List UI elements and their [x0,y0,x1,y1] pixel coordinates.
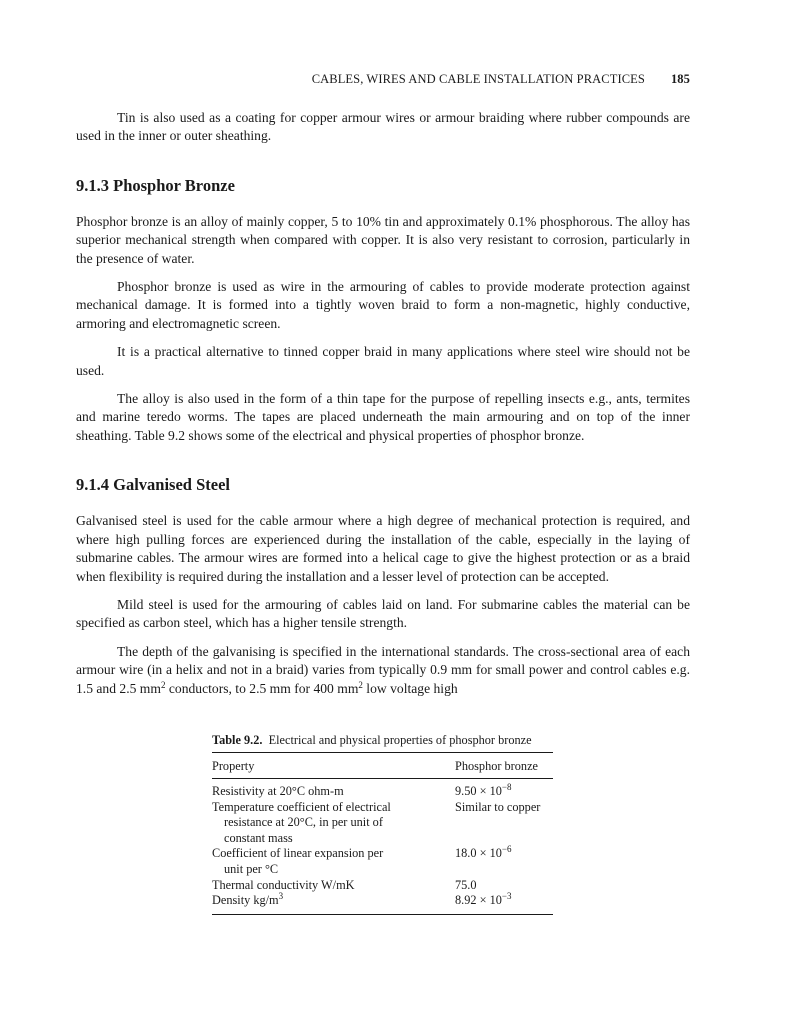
table-cell-value: $8.92 \times 10^{-3}$ [455,891,512,908]
paragraph: The alloy is also used in the form of a thin tape for the purpose of repelling insects e.g., ants, termites and marine teredo worms. The tapes are placed underneath the main armouring and on top of the inner sheathing. Table 9.2 shows some of the electrical and physical properties of phosphor bronze. [76,391,690,443]
intro-paragraph: Tin is also used as a coating for copper armour wires or armour braiding where rubber compounds are used in the inner or outer sheathing. [76,110,690,144]
table-caption-text: Electrical and physical properties of phosphor bronze [268,733,532,747]
column-header-property: Property [212,759,255,773]
table-bottom-rule [212,914,553,915]
table-row [212,800,553,847]
table-body [212,779,553,914]
table-cell-property: Coefficient of linear expansion per unit per °C [212,846,384,876]
paragraph-galvanising: The depth of the galvanising is specified in the international standards. The cross-sectional area of each armour wire (in a helix and not in a braid) varies from typically 0.9 mm for small power and control cables e.g. 1.5 and 2.5 $mm^2$ conductors, to 2.5 mm for 400 $mm^2$ low voltage high [76,643,690,696]
column-header-value: Phosphor bronze [455,759,538,773]
table-caption [212,732,553,748]
paragraph: Galvanised steel is used for the cable armour where a high degree of mechanical protection is required, and where high pulling forces are experienced during the installation of the cable, especially in the laying of submarine cables. The armour wires are formed into a helical cage to give the highest protection or as a braid when flexibility is required during the installation and a lesser level of protection can be accepted. [76,513,690,584]
table-row [212,893,553,909]
table-cell-property: Density $kg/m^3$ [212,891,284,908]
table-row [212,784,553,800]
table-cell-value: 75.0 [455,877,477,892]
page-number: 185 [670,72,690,86]
paragraph: Phosphor bronze is used as wire in the armouring of cables to provide moderate protection against mechanical damage. It is formed into a tightly woven braid to form a non-magnetic, highly conductive, armoring and electromagnetic screen. [76,279,690,331]
properties-table [212,732,553,915]
table-label: Table 9.2. [212,733,263,747]
table-cell-property: Resistivity at 20°C ohm-m [212,784,344,798]
running-header [76,70,690,88]
section-heading-phosphor-bronze: 9.1.3 Phosphor Bronze [76,175,235,195]
running-title: CABLES, WIRES AND CABLE INSTALLATION PRACTICES [311,72,645,86]
paragraph: Mild steel is used for the armouring of cables laid on land. For submarine cables the material can be specified as carbon steel, which has a higher tensile strength. [76,596,690,631]
paragraph: Phosphor bronze is an alloy of mainly copper, 5 to 10% tin and approximately 0.1% phosphorous. The alloy has superior mechanical strength when compared with copper. It is also very resistant to corrosion, particularly in the presence of water. [76,213,690,266]
table-cell-value: $9.50 \times 10^{-8}$ [455,782,512,798]
table-cell-value: Similar to copper [455,799,541,814]
table-cell-value: $18.0 \times 10^{-6}$ [455,844,512,861]
section-heading-galvanised-steel: 9.1.4 Galvanised Steel [76,475,231,495]
paragraph: It is a practical alternative to tinned copper braid in many applications where steel wire should not be used. [76,344,690,378]
page-content [76,70,690,698]
table-cell-property: Thermal conductivity W/mK [212,877,355,892]
table-cell-property: Temperature coefficient of electrical resistance at 20°C, in per unit of constant mass [212,799,391,845]
table-header-row [212,753,553,778]
table-row [212,846,553,877]
